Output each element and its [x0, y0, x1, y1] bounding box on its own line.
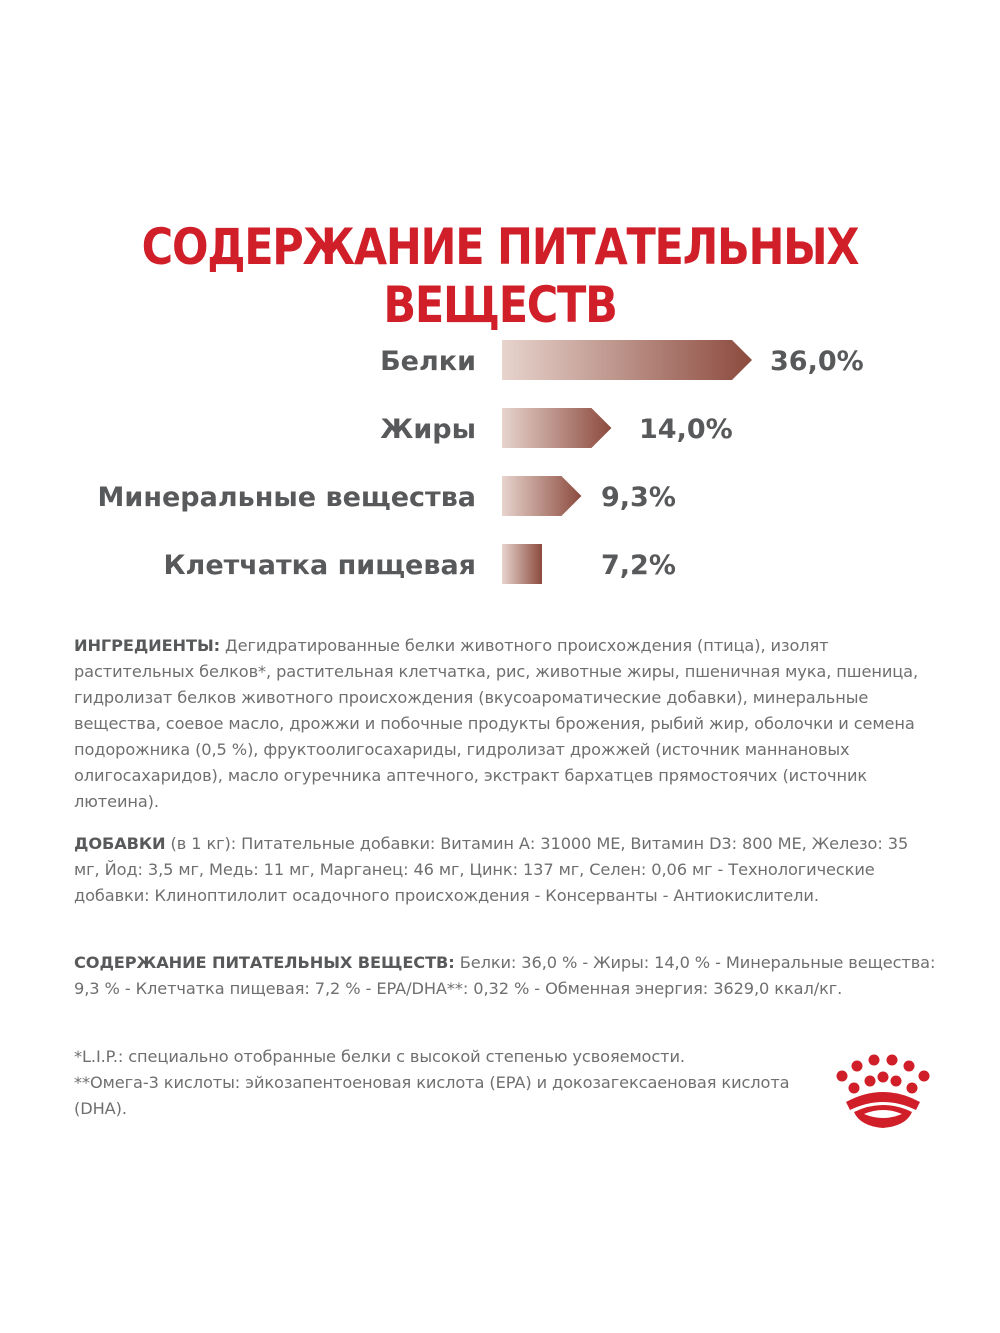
category-label-1: Белки [380, 346, 476, 377]
bar-4 [502, 544, 542, 584]
footnote-lip: *L.I.P.: специально отобранные белки с высокой степенью усвояемости. [74, 1047, 685, 1066]
nutrients-text: Белки: 36,0 % - Жиры: 14,0 % - Минеральные вещества: 9,3 % - Клетчатка пищевая: 7,2 % - EPA/DHA**: 0,32 % - Обменная энергия: 3629,0 ккал/кг. [74, 953, 936, 998]
ingredients-paragraph [74, 633, 936, 815]
page-title: СОДЕРЖАНИЕ ПИТАТЕЛЬНЫХ ВЕЩЕСТВ [141, 218, 859, 334]
additives-label: ДОБАВКИ [74, 834, 166, 853]
bar-3 [502, 476, 581, 516]
category-label-2: Жиры [380, 414, 476, 445]
additives-paragraph [74, 831, 936, 909]
footnotes [74, 1044, 834, 1122]
bar-2 [502, 408, 611, 448]
nutrient-bar-chart [0, 320, 1000, 600]
value-label-1: 36,0% [770, 346, 864, 377]
footnote-omega: **Омега-3 кислоты: эйкозапентоеновая кислота (EPA) и докозагексаеновая кислота (DHA). [74, 1073, 790, 1118]
value-label-3: 9,3% [601, 482, 676, 513]
crown-logo-icon [832, 1052, 936, 1134]
ingredients-text: Дегидратированные белки животного происхождения (птица), изолят растительных белков*, растительная клетчатка, рис, животные жиры, пшеничная мука, пшеница, гидролизат белков животного происхождения (вкусоароматические добавки), минеральные вещества, соевое масло, дрожжи и побочные продукты брожения, рыбий жир, оболочки и семена подорожника (0,5 %), фруктоолигосахариды, гидролизат дрожжей (источник маннановых олигосахаридов), масло огуречника аптечного, экстракт бархатцев прямостоячих (источник лютеина). [74, 636, 919, 811]
additives-text: Питательные добавки: Витамин А: 31000 МЕ, Витамин D3: 800 МЕ, Железо: 35 мг, Йод: 3,5 мг, Медь: 11 мг, Марганец: 46 мг, Цинк: 137 мг, Селен: 0,06 мг - Технологические добавки: Клиноптилолит осадочного происхождения - Консерванты - Антиокислители. [74, 834, 909, 905]
additives-unit-note: (в 1 кг): [165, 834, 237, 853]
value-label-4: 7,2% [601, 550, 676, 581]
category-label-3: Минеральные вещества [97, 482, 476, 513]
nutrients-label: СОДЕРЖАНИЕ ПИТАТЕЛЬНЫХ ВЕЩЕСТВ: [74, 953, 455, 972]
category-label-4: Клетчатка пищевая [163, 550, 476, 581]
ingredients-label: ИНГРЕДИЕНТЫ: [74, 636, 220, 655]
value-label-2: 14,0% [639, 414, 733, 445]
nutrients-paragraph [74, 950, 936, 1002]
bar-1 [502, 340, 752, 380]
